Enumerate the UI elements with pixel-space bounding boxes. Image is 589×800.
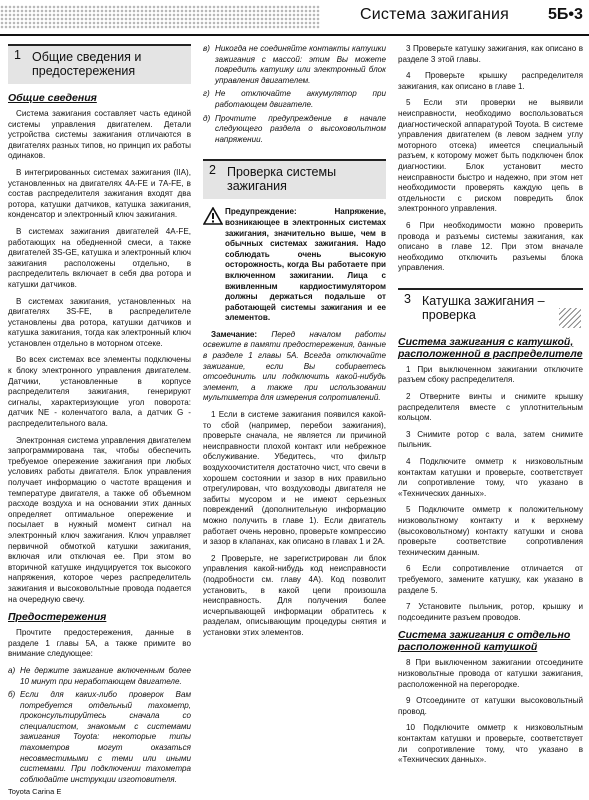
paragraph: 10 Подключите омметр к низковольтным контактам катушки и проверьте, соответствует ли сопротивление тому, что указано в «Технических данных». [398, 723, 583, 765]
list-item [8, 690, 191, 785]
subheading-separate-coil: Система зажигания с отдельно расположенной катушкой [398, 629, 571, 654]
section-2-heading [203, 159, 386, 199]
list-label: б) [8, 690, 16, 700]
list-item [203, 44, 386, 86]
list-text: Прочтите предупреждение в начале следующего раздела о высоковольтном напряжении. [215, 113, 386, 144]
section-number: 2 [209, 163, 216, 178]
paragraph: 6 При необходимости можно проверить провода и разъемы системы зажигания, как описано в главе 12. При этом вначале необходимо отключить разъемы блока управления. [398, 220, 583, 273]
paragraph: 3 Проверьте катушку зажигания, как описано в разделе 3 этой главы. [398, 44, 583, 64]
list-text: Не держите зажигание включенным более 10 минут при неработающем двигателе. [20, 665, 191, 686]
list-text: Если для каких-либо проверок Вам потребуется отдельный тахометр, проконсультируйтесь сначала со специалистом, знакомым с системами зажигания Toyota: некоторые типы тахометров могут оказаться несовместимыми с теми или иными системами. При подключении тахометра соблюдайте инструкции изготовителя. [20, 690, 191, 784]
note [203, 330, 386, 404]
warning-icon [203, 207, 225, 324]
paragraph: Электронная система управления двигателем запрограммирована так, чтобы обеспечить требуемое опережение зажигания при любых условиях работы двигателя. Блок управления получает информацию о частоте вращения и температуре двигателя, а также об объемном расходе воздуха и на основании этих данных определяет оптимальное опережение и посылает в нужный момент сигнал на электронный ключ зажигания. Ключ управляет первичной обмоткой катушки зажигания, включая или отключая ее. При этом во вторичной катушке индуцируется ток высокого напряжения, которое через распределитель зажигания и высоковольтные провода подается на очередную свечу. [8, 435, 191, 604]
list-label: в) [203, 44, 210, 53]
paragraph: 8 При выключенном зажигании отсоедините низковольтные провода от катушки зажигания, расположенной на перегородке. [398, 658, 583, 689]
paragraph: Прочтите предостережения, данные в разделе 1 главы 5А, а также примите во внимание следующее: [8, 628, 191, 659]
page-header [0, 0, 589, 34]
paragraph: 5 Если эти проверки не выявили неисправности, необходимо воспользоваться диагностической аппаратурой Toyota. В системе управления двигателем (в левом заднем углу моторного отсека) имеется специальный разъем, к которому может быть подключен блок диагностики. Блок установит место неисправности быстро и надежно, при этом нет необходимости проверять каждую цепь в отдельности с риском повредить блок электронного управления. [398, 98, 583, 214]
list-text: Не отключайте аккумулятор при работающем двигателе. [215, 89, 386, 109]
hatch-decoration [559, 308, 581, 328]
header-dot-pattern [0, 5, 320, 29]
paragraph: 9 Отсоедините от катушки высоковольтный провод. [398, 696, 583, 716]
note-text: Перед началом работы освежите в памяти предостережения, данные в разделе 1 главы 5А. Всегда отключайте зажигание, если Вы собираетесь отсоединить или подключить какой-нибудь элемент, а также при использовании мультиметра для измерения сопротивлений. [203, 329, 386, 403]
paragraph: В интегрированных системах зажигания (IIA), установленных на двигателях 4A-FE и 7A-FE, в состав распределителя зажигания входят два ротора, катушки датчиков, катушка зажигания, конденсатор и электронный ключ зажигания. [8, 167, 191, 220]
section-title: Катушка зажигания – проверка [422, 293, 545, 322]
header-page-number: 5Б•3 [548, 6, 583, 23]
paragraph: 1 При выключенном зажигании отключите разъем сбоку распределителя. [398, 364, 583, 385]
warning-text: Предупреждение: Напряжение, возникающее в электронных системах зажигания, значительно выше, чем в обычных системах зажигания. Надо соблюдать очень высокую осторожность, когда Вы работаете при включенном зажигании. Лица с вживленным кардиостимулятором должны держаться подальше от работающей системы зажигания и ее элементов. [225, 207, 386, 323]
warning-box [203, 207, 386, 324]
column-1 [8, 44, 191, 788]
list-item [203, 114, 386, 146]
section-title: Общие сведения и предостережения [32, 50, 142, 78]
paragraph: Система зажигания составляет часть единой системы управления двигателем. Детали устройства системы зажигания отличаются в двигателях разных типов, но принцип их работы одинаков. [8, 109, 191, 161]
paragraph: 1 Если в системе зажигания появился какой-то сбой (например, перебои зажигания), проверьте сначала, не является ли причиной неисправности плохой контакт или небрежное обслуживание. Убедитесь, что фильтр воздухоочистителя достаточно чист, что свечи в хорошем состоянии и зазор в них правильно отрегулирован, что воздуховоды двигателя не забиты мусором и не имеют серьезных повреждений (дополнительную информацию можно получить в главе 1). Если двигатель работает очень неровно, проверьте компрессию и зазор в клапанах, как описано в главах 1 и 2А. [203, 410, 386, 547]
list-item [203, 89, 386, 110]
list-label: г) [203, 89, 210, 99]
list-label: д) [203, 113, 211, 123]
section-title: Проверка системы зажигания [227, 165, 337, 194]
column-2 [203, 44, 386, 645]
paragraph: 2 Проверьте, не зарегистрирован ли блок управления какой-нибудь код неисправности (подробности см. главу 4А). Код позволит установить, в какой цепи произошла неисправность. Для получения более исчерпывающей информации обратитесь к разделам, описывающим процедуры снятия и установки этих элементов. [203, 553, 386, 637]
paragraph: 2 Отверните винты и снимите крышку распределителя вместе с уплотнительным кольцом. [398, 392, 583, 423]
list-item [8, 666, 191, 687]
paragraph: 4 Проверьте крышку распределителя зажигания, как описано в главе 1. [398, 71, 583, 91]
paragraph: 4 Подключите омметр к низковольтным контактам катушки и проверьте, соответствует ли сопротивление тому, что указано в «Технических данных». [398, 457, 583, 498]
header-rule [0, 34, 589, 36]
paragraph: В системах зажигания двигателей 4A-FE, работающих на обедненной смеси, а также двигателей 3S-GE, катушка и электронный ключ зажигания расположены отдельно, в распределитель включает в себя два ротора и катушки датчиков. [8, 226, 191, 289]
section-1-heading [8, 44, 191, 84]
footer-text: Toyota Carina E [8, 787, 62, 796]
header-section-title: Система зажигания [360, 6, 509, 23]
subheading-general: Общие сведения [8, 92, 97, 104]
paragraph: 5 Подключите омметр к положительному низковольтному контакту и к верхнему (высоковольтному) контакту катушки и снова проверьте соответствие сопротивления техническим данным. [398, 505, 583, 557]
paragraph: В системах зажигания, установленных на двигателях 3S-FE, в распределителе установлены два ротора, катушки датчиков и катушка зажигания, тогда как электронный ключ установлен отдельно в моторном отсеке. [8, 296, 191, 348]
paragraph: 3 Снимите ротор с вала, затем снимите пыльник. [398, 429, 583, 450]
subheading-cautions: Предостережения [8, 611, 107, 624]
section-3-heading [398, 288, 583, 328]
note-label: Замечание: [211, 329, 258, 339]
section-number: 1 [14, 48, 21, 62]
column-3 [398, 44, 583, 772]
paragraph: 6 Если сопротивление отличается от требуемого, замените катушку, как указано в разделе 5. [398, 564, 583, 595]
section-number: 3 [404, 291, 411, 306]
list-label: a) [8, 665, 16, 675]
paragraph: Во всех системах все элементы подключены к блоку электронного управления двигателем. Датчики, установленные в корпусе распределителя зажигания, генерируют сигналы, характеризующие угол поворота: датчик NE - коленчатого вала, а датчик G - распределительного вала. [8, 355, 191, 429]
paragraph: 7 Установите пыльник, ротор, крышку и подсоедините разъем проводов. [398, 602, 583, 622]
subheading-distributor-coil: Система зажигания с катушкой, расположенной в распределителе [398, 335, 583, 360]
list-text: Никогда не соединяйте контакты катушки зажигания с массой: этим Вы можете повредить катушку или электронный блок управления двигателем. [215, 44, 386, 85]
